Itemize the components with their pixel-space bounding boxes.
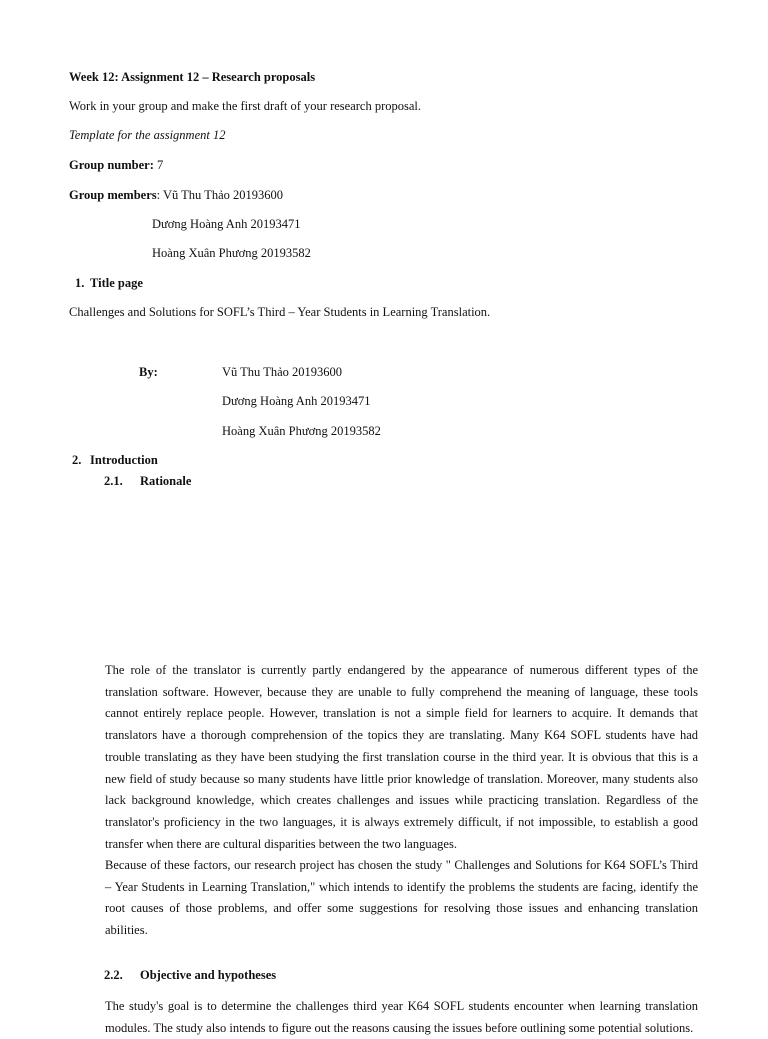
group-members-label: Group members xyxy=(69,188,157,202)
assignment-heading: Week 12: Assignment 12 – Research proposals xyxy=(69,70,316,84)
section-2-1-number: 2.1. xyxy=(104,474,123,488)
section-2-2-title: Objective and hypotheses xyxy=(140,968,277,982)
rationale-paragraph-1: The role of the translator is currently partly endangered by the appearance of numerous different types of the translation software. However, because they are unable to fully comprehend the meaning of language, these tools cannot entirely replace people. However, translation is not a simple field for learners to acquire. It demands that translators have a thorough comprehension of the topics they are translating. Many K64 SOFL students have had trouble translating as they have been studying the first translation course in the third year. It is obvious that this is a new field of study because so many students have little prior knowledge of translation. Moreover, many students also lack background knowledge, which creates challenges and issues while practicing translation. Regardless of the translator's proficiency in the two languages, it is always extremely difficult, if not impossible, to establish a good transfer when there are cultural disparities between the two languages. xyxy=(105,663,698,851)
section-1-title: Title page xyxy=(90,276,143,290)
group-members-line xyxy=(69,189,283,202)
group-number-line xyxy=(69,159,163,172)
group-member: Dương Hoàng Anh 20193471 xyxy=(152,217,301,231)
author: Dương Hoàng Anh 20193471 xyxy=(222,394,371,408)
rationale-paragraph-2: Because of these factors, our research project has chosen the study " Challenges and Solutions for K64 SOFL’s Third – Year Students in Learning Translation," which intends to identify the problems the students are facing, identify the root causes of those problems, and offer some suggestions for resolving those issues and enhancing translation abilities. xyxy=(105,858,698,938)
section-2-2-number: 2.2. xyxy=(104,968,123,982)
group-number-value: 7 xyxy=(153,158,164,172)
section-2-title: Introduction xyxy=(90,453,158,467)
section-1-number: 1. xyxy=(75,276,85,290)
author: Hoàng Xuân Phương 20193582 xyxy=(222,424,381,438)
template-note: Template for the assignment 12 xyxy=(69,128,226,142)
group-member: Hoàng Xuân Phương 20193582 xyxy=(152,246,311,260)
objective-paragraph-clip xyxy=(105,996,698,1035)
group-member: : Vũ Thu Thảo 20193600 xyxy=(156,188,284,202)
proposal-title: Challenges and Solutions for SOFL’s Third – Year Students in Learning Translation. xyxy=(69,305,491,319)
group-number-label: Group number: xyxy=(69,158,154,172)
section-2-1-title: Rationale xyxy=(140,474,192,488)
instruction-text: Work in your group and make the first draft of your research proposal. xyxy=(69,99,422,113)
by-label: By: xyxy=(139,365,158,379)
objective-paragraph: The study's goal is to determine the challenges third year K64 SOFL students encounter when learning translation modules. The study also intends to figure out the reasons causing the issues before outlining some potential solutions. xyxy=(105,999,698,1035)
section-2-number: 2. xyxy=(72,453,82,467)
author: Vũ Thu Thảo 20193600 xyxy=(222,365,343,379)
